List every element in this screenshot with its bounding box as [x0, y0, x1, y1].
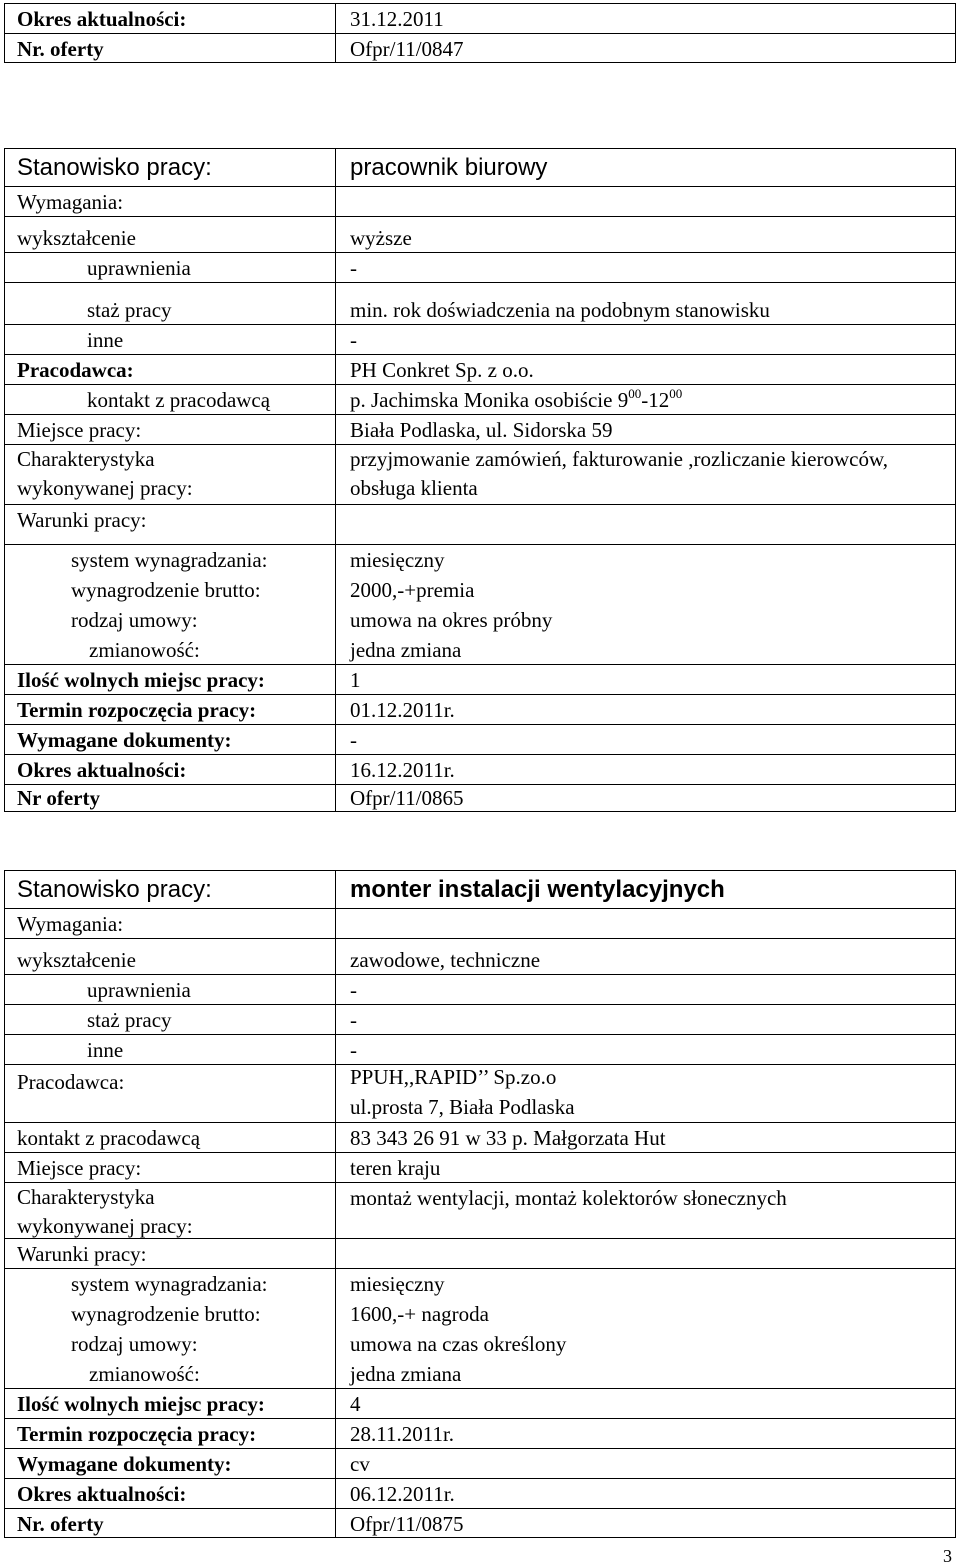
termin-label: Termin rozpoczęcia pracy:: [17, 698, 257, 722]
wynagrodzenie-label: wynagrodzenie brutto:: [71, 1302, 261, 1326]
table-row: [5, 34, 955, 64]
table-row: [5, 1123, 955, 1153]
uprawnienia-value: -: [350, 978, 357, 1002]
system-value: miesięczny: [350, 548, 445, 572]
termin-value: 28.11.2011r.: [350, 1422, 455, 1446]
wyksztalcenie-label: wykształcenie: [17, 226, 136, 250]
stanowisko-value: pracownik biurowy: [350, 154, 548, 181]
table-row: [5, 1359, 955, 1389]
table-row: [5, 1005, 955, 1035]
pracodawca-value: PH Conkret Sp. z o.o.: [350, 358, 534, 382]
miejsce-label: Miejsce pracy:: [17, 1156, 142, 1180]
table-row: [5, 545, 955, 575]
staz-label: staż pracy: [87, 1008, 172, 1032]
table-row: [5, 415, 955, 445]
table-row: [5, 725, 955, 755]
kontakt-value: 83 343 26 91 w 33 p. Małgorzata Hut: [350, 1126, 666, 1150]
zmianowosc-label: zmianowość:: [89, 1362, 200, 1386]
table-row: [5, 635, 955, 665]
table-row: [5, 505, 955, 545]
system-label: system wynagradzania:: [71, 548, 268, 572]
inne-label: inne: [87, 1038, 124, 1062]
pracodawca-label: Pracodawca:: [17, 358, 134, 382]
job-offer-1: [4, 148, 956, 812]
inne-label: inne: [87, 328, 124, 352]
table-row: [5, 945, 955, 975]
warunki-label: Warunki pracy:: [17, 508, 147, 532]
table-row: [5, 253, 955, 283]
staz-value: -: [350, 1008, 357, 1032]
warunki-label: Warunki pracy:: [17, 1242, 147, 1266]
okres-label: Okres aktualności:: [17, 1482, 187, 1506]
stanowisko-label: Stanowisko pracy:: [17, 876, 212, 903]
pracodawca-label: Pracodawca:: [17, 1070, 125, 1094]
miejsce-value: teren kraju: [350, 1156, 441, 1180]
okres-value: 16.12.2011r.: [350, 758, 455, 782]
table-row: [5, 1183, 955, 1239]
table-row: [5, 149, 955, 187]
table-row: [5, 665, 955, 695]
charakterystyka-label: Charakterystyka wykonywanej pracy:: [17, 1185, 193, 1238]
job-offer-2: [4, 870, 956, 1538]
miejsce-value: Biała Podlaska, ul. Sidorska 59: [350, 418, 613, 442]
table-row: [5, 325, 955, 355]
nr-oferty-value: Ofpr/11/0875: [350, 1512, 464, 1536]
table-row: [5, 1419, 955, 1449]
umowa-label: rodzaj umowy:: [71, 1332, 198, 1356]
inne-value: -: [350, 1038, 357, 1062]
zmianowosc-value: jedna zmiana: [350, 638, 462, 662]
staz-value: min. rok doświadczenia na podobnym stanowisku: [350, 298, 770, 322]
wynagrodzenie-value: 1600,-+ nagroda: [350, 1302, 489, 1326]
stanowisko-value: monter instalacji wentylacyjnych: [350, 876, 725, 903]
table-row: [5, 755, 955, 785]
table-row: [5, 295, 955, 325]
kontakt-label: kontakt z pracodawcą: [17, 1126, 201, 1150]
dokumenty-value: cv: [350, 1452, 370, 1476]
wynagrodzenie-value: 2000,-+premia: [350, 578, 475, 602]
umowa-value: umowa na okres próbny: [350, 608, 553, 632]
inne-value: -: [350, 328, 357, 352]
table-row: [5, 1389, 955, 1419]
nr-oferty-label: Nr. oferty: [17, 1512, 104, 1536]
table-row: [5, 355, 955, 385]
kontakt-label: kontakt z pracodawcą: [87, 388, 271, 412]
table-row: [5, 1449, 955, 1479]
table-row: [5, 783, 955, 813]
table-row: [5, 871, 955, 909]
umowa-label: rodzaj umowy:: [71, 608, 198, 632]
nr-oferty-value: Ofpr/11/0865: [350, 786, 464, 810]
table-row: [5, 1299, 955, 1329]
stanowisko-label: Stanowisko pracy:: [17, 154, 212, 181]
ilosc-label: Ilość wolnych miejsc pracy:: [17, 668, 265, 692]
nr-oferty-label: Nr. oferty: [17, 37, 104, 61]
system-value: miesięczny: [350, 1272, 445, 1296]
charakterystyka-value: montaż wentylacji, montaż kolektorów słonecznych: [350, 1186, 787, 1210]
previous-offer-footer: [4, 3, 956, 63]
okres-value: 06.12.2011r.: [350, 1482, 455, 1506]
staz-label: staż pracy: [87, 298, 172, 322]
dokumenty-label: Wymagane dokumenty:: [17, 1452, 232, 1476]
uprawnienia-label: uprawnienia: [87, 256, 191, 280]
table-row: [5, 1329, 955, 1359]
table-row: [5, 223, 955, 253]
kontakt-value: p. Jachimska Monika osobiście $9^{00}-12^{00}$: [350, 386, 683, 412]
ilosc-value: 4: [350, 1392, 361, 1416]
table-row: [5, 1035, 955, 1065]
wyksztalcenie-label: wykształcenie: [17, 948, 136, 972]
table-row: [5, 605, 955, 635]
termin-label: Termin rozpoczęcia pracy:: [17, 1422, 257, 1446]
table-row: [5, 4, 955, 34]
system-label: system wynagradzania:: [71, 1272, 268, 1296]
charakterystyka-label: Charakterystyka wykonywanej pracy:: [17, 447, 193, 500]
zmianowosc-value: jedna zmiana: [350, 1362, 462, 1386]
termin-value: 01.12.2011r.: [350, 698, 455, 722]
table-row: [5, 1239, 955, 1269]
ilosc-label: Ilość wolnych miejsc pracy:: [17, 1392, 265, 1416]
table-row: [5, 575, 955, 605]
uprawnienia-label: uprawnienia: [87, 978, 191, 1002]
nr-oferty-value: Ofpr/11/0847: [350, 37, 464, 61]
table-row: [5, 909, 955, 939]
zmianowosc-label: zmianowość:: [89, 638, 200, 662]
miejsce-label: Miejsce pracy:: [17, 418, 142, 442]
okres-value: 31.12.2011: [350, 7, 444, 31]
dokumenty-label: Wymagane dokumenty:: [17, 728, 232, 752]
table-row: [5, 1153, 955, 1183]
dokumenty-value: -: [350, 728, 357, 752]
charakterystyka-value: przyjmowanie zamówień, fakturowanie ,rozliczanie kierowców, obsługa klienta: [350, 447, 888, 500]
nr-oferty-label: Nr oferty: [17, 786, 100, 810]
table-row: [5, 187, 955, 217]
table-row: [5, 445, 955, 505]
table-row: [5, 1269, 955, 1299]
table-row: [5, 385, 955, 415]
table-row: [5, 1479, 955, 1509]
page-number: 3: [943, 1546, 952, 1566]
okres-label: Okres aktualności:: [17, 758, 187, 782]
wymagania-label: Wymagania:: [17, 912, 124, 936]
uprawnienia-value: -: [350, 256, 357, 280]
wyksztalcenie-value: zawodowe, techniczne: [350, 948, 541, 972]
table-row: [5, 1065, 955, 1123]
table-row: [5, 975, 955, 1005]
wymagania-label: Wymagania:: [17, 190, 124, 214]
ilosc-value: 1: [350, 668, 361, 692]
wyksztalcenie-value: wyższe: [350, 226, 412, 250]
okres-label: Okres aktualności:: [17, 7, 187, 31]
pracodawca-value: PPUH,,RAPID’’ Sp.zo.o ul.prosta 7, Biała Podlaska: [350, 1065, 575, 1119]
wynagrodzenie-label: wynagrodzenie brutto:: [71, 578, 261, 602]
table-row: [5, 695, 955, 725]
umowa-value: umowa na czas określony: [350, 1332, 567, 1356]
table-row: [5, 1509, 955, 1539]
